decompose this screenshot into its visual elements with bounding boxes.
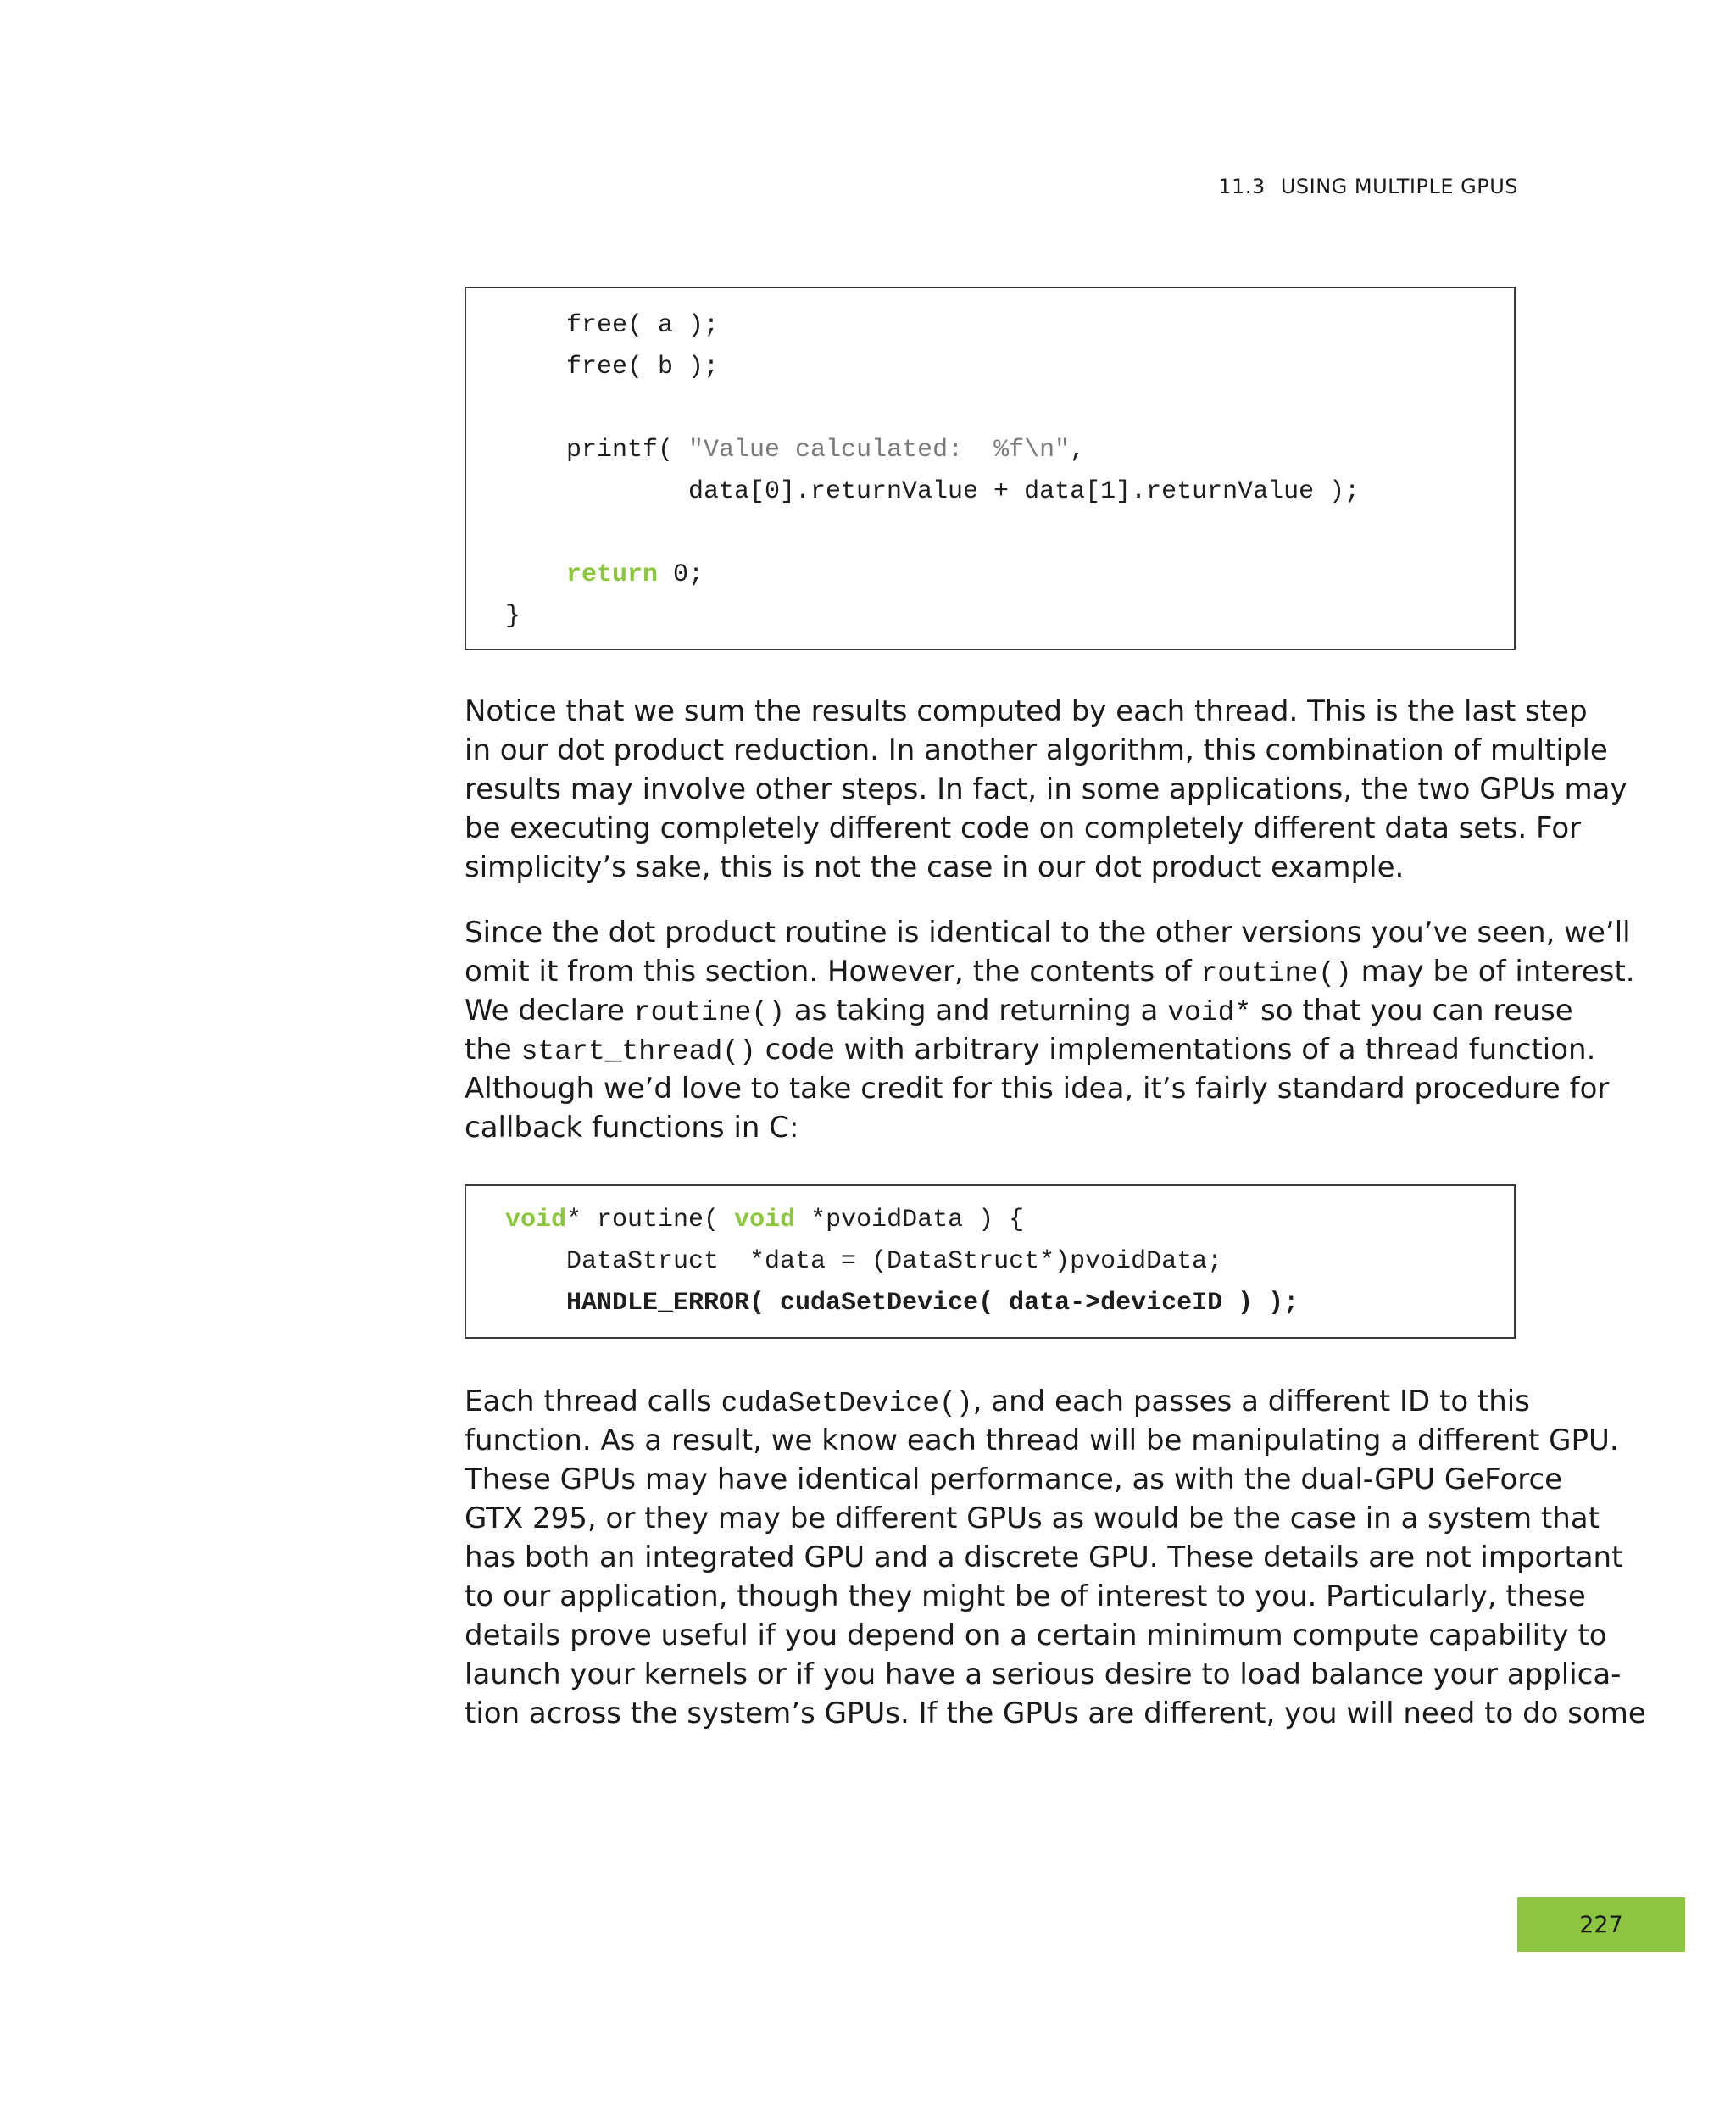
paragraph-2 xyxy=(465,913,1635,1147)
page-number-tab xyxy=(1517,1897,1685,1952)
inline-code: routine() xyxy=(1200,958,1352,989)
page-number: 227 xyxy=(1579,1911,1623,1938)
code-line: data[0].returnValue + data[1].returnValue ); xyxy=(688,477,1360,506)
code-token: *pvoidData ) { xyxy=(795,1206,1025,1234)
paragraph-1 xyxy=(465,692,1628,887)
text-line: in our dot product reduction. In another algorithm, this combination of multiple xyxy=(465,733,1608,767)
inline-code: void* xyxy=(1167,997,1252,1028)
text-run: so that you can reuse xyxy=(1251,994,1573,1028)
code-line: free( b ); xyxy=(566,353,720,382)
code-keyword: void xyxy=(505,1206,567,1234)
text-run: Each thread calls xyxy=(465,1384,721,1418)
text-run: code with arbitrary implementations of a thread function. xyxy=(755,1033,1596,1067)
text-line xyxy=(465,952,1635,991)
text-line: GTX 295, or they may be different GPUs as would be the case in a system that xyxy=(465,1502,1600,1535)
code-block-2 xyxy=(465,1184,1516,1339)
text-line: Notice that we sum the results computed by each thread. This is the last step xyxy=(465,694,1588,728)
text-line: simplicity’s sake, this is not the case in our dot product example. xyxy=(465,850,1405,884)
code-line xyxy=(566,554,704,596)
code-token: 0; xyxy=(658,560,704,589)
code-line: HANDLE_ERROR( cudaSetDevice( data->deviceID ) ); xyxy=(566,1289,1299,1318)
text-line xyxy=(465,1030,1596,1069)
code-token: * routine( xyxy=(566,1206,735,1234)
text-run: as taking and returning a xyxy=(785,994,1168,1028)
text-run: the xyxy=(465,1033,521,1067)
text-line: has both an integrated GPU and a discrete GPU. These details are not important xyxy=(465,1540,1623,1574)
inline-code: start_thread() xyxy=(520,1036,756,1067)
code-token: , xyxy=(1070,436,1086,465)
code-line xyxy=(505,1200,1024,1241)
text-line: be executing completely different code on completely different data sets. For xyxy=(465,811,1582,845)
section-number: 11.3 xyxy=(1218,175,1266,198)
text-line: callback functions in C: xyxy=(465,1111,799,1145)
inline-code: cudaSetDevice() xyxy=(721,1388,973,1419)
text-line: tion across the system’s GPUs. If the GPUs are different, you will need to do some xyxy=(465,1696,1646,1730)
text-run: omit it from this section. However, the contents of xyxy=(465,955,1201,989)
section-title: USING MULTIPLE GPUS xyxy=(1280,175,1518,198)
paragraph-3 xyxy=(465,1382,1646,1733)
code-line: } xyxy=(505,602,521,631)
code-line: DataStruct *data = (DataStruct*)pvoidData; xyxy=(566,1247,1223,1276)
code-keyword: void xyxy=(734,1206,796,1234)
code-keyword: return xyxy=(566,560,659,589)
code-line: free( a ); xyxy=(566,311,720,340)
text-line: These GPUs may have identical performance, as with the dual-GPU GeForce xyxy=(465,1462,1563,1496)
text-line: launch your kernels or if you have a serious desire to load balance your applica- xyxy=(465,1658,1622,1691)
running-head xyxy=(1218,175,1518,198)
text-line: details prove useful if you depend on a certain minimum compute capability to xyxy=(465,1618,1607,1652)
text-run: may be of interest. xyxy=(1351,955,1635,989)
text-line xyxy=(465,1382,1530,1421)
code-line xyxy=(566,430,1085,471)
text-line: Although we’d love to take credit for this idea, it’s fairly standard procedure for xyxy=(465,1072,1610,1106)
text-line: results may involve other steps. In fact, in some applications, the two GPUs may xyxy=(465,772,1628,806)
code-token: printf( xyxy=(566,436,689,465)
code-block-1 xyxy=(465,287,1516,650)
text-line: to our application, though they might be of interest to you. Particularly, these xyxy=(465,1580,1586,1613)
inline-code: routine() xyxy=(633,997,786,1028)
text-run: We declare xyxy=(465,994,634,1028)
text-line xyxy=(465,991,1573,1030)
text-line: function. As a result, we know each thread will be manipulating a different GPU. xyxy=(465,1424,1619,1457)
text-line: Since the dot product routine is identical to the other versions you’ve seen, we’ll xyxy=(465,916,1631,950)
code-string: "Value calculated: %f\n" xyxy=(688,436,1071,465)
text-run: , and each passes a different ID to this xyxy=(972,1384,1530,1418)
